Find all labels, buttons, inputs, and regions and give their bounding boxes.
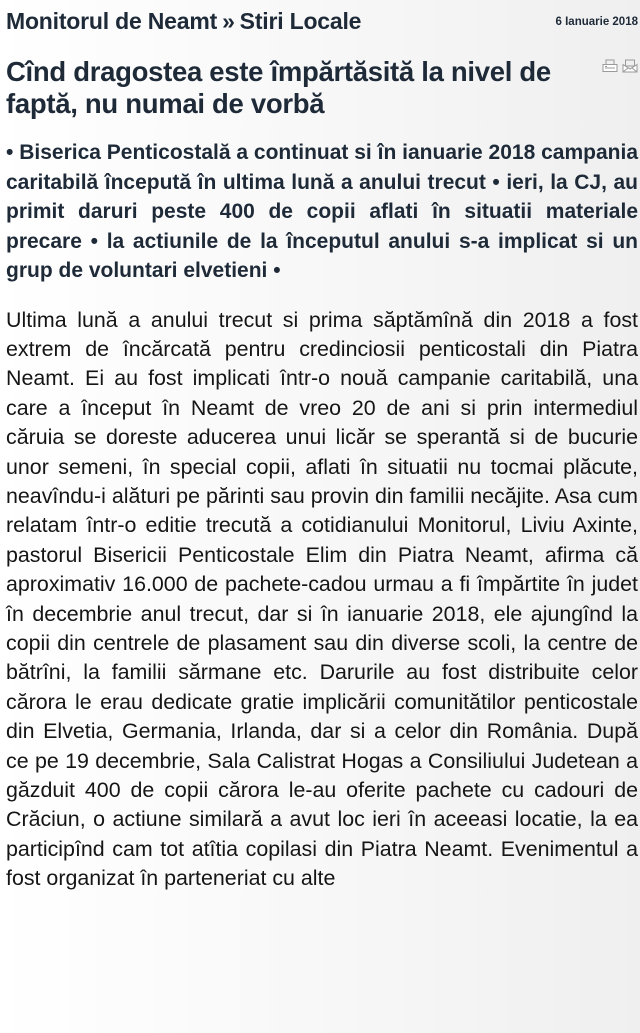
article-tools: [601, 58, 638, 73]
article-lead: • Biserica Penticostală a continuat si în ianuarie 2018 campania caritabilă începută în ultima lună a anului trecut • ieri, la CJ, au primit daruri peste 400 de copii aflati în situatii materiale precare • la actiunile de la începutul anului s-a implicat si un grup de voluntari elvetieni •: [6, 141, 638, 282]
envelope-icon[interactable]: [621, 58, 638, 73]
breadcrumb-separator: »: [222, 8, 235, 34]
article-body: Ultima lună a anului trecut si prima săptămînă din 2018 a fost extrem de încărcată pentru credinciosii penticostali din Piatra Neamt. Ei au fost implicati într-o nouă campanie caritabilă, una care a început în Neamt de vreo 20 de ani si prin intermediul căruia se doreste aducerea unui licăr se sperantă si de bucurie unor semeni, în special copii, aflati în situatii nu tocmai plăcute, neavîndu-i alături pe părinti sau provin din familii necăjite. Asa cum relatam într-o editie trecută a cotidianului Monitorul, Liviu Axinte, pastorul Bisericii Penticostale Elim din Piatra Neamt, afirma că aproximativ 16.000 de pachete-cadou urmau a fi împărtite în judet în decembrie anul trecut, dar si în ianuarie 2018, ele ajungînd la copii din centrele de plasament sau din diverse scoli, la centre de bătrîni, la familii sărmane etc. Darurile au fost distribuite celor cărora le erau dedicate gratie implicării comunitătilor penticostale din Elvetia, Germania, Irlanda, dar si a celor din România. După ce pe 19 decembrie, Sala Calistrat Hogas a Consiliului Judetean a găzduit 400 de copii cărora le-au oferite pachete cu cadouri de Crăciun, o actiune similară a avut loc ieri în aceeasi locatie, la ea participînd cam tot atîtia copilasi din Piatra Neamt. Evenimentul a fost organizat în parteneriat cu alte: [6, 307, 638, 891]
title-row: [6, 56, 638, 120]
article-date: 6 Ianuarie 2018: [555, 16, 638, 28]
breadcrumb-site[interactable]: Monitorul de Neamt: [6, 8, 218, 34]
printer-icon[interactable]: [601, 58, 618, 73]
breadcrumb: [6, 8, 361, 35]
article-title: Cînd dragostea este împărtăsită la nivel de faptă, nu numai de vorbă: [6, 56, 551, 119]
top-bar: [6, 0, 638, 46]
breadcrumb-section[interactable]: Stiri Locale: [239, 8, 362, 34]
